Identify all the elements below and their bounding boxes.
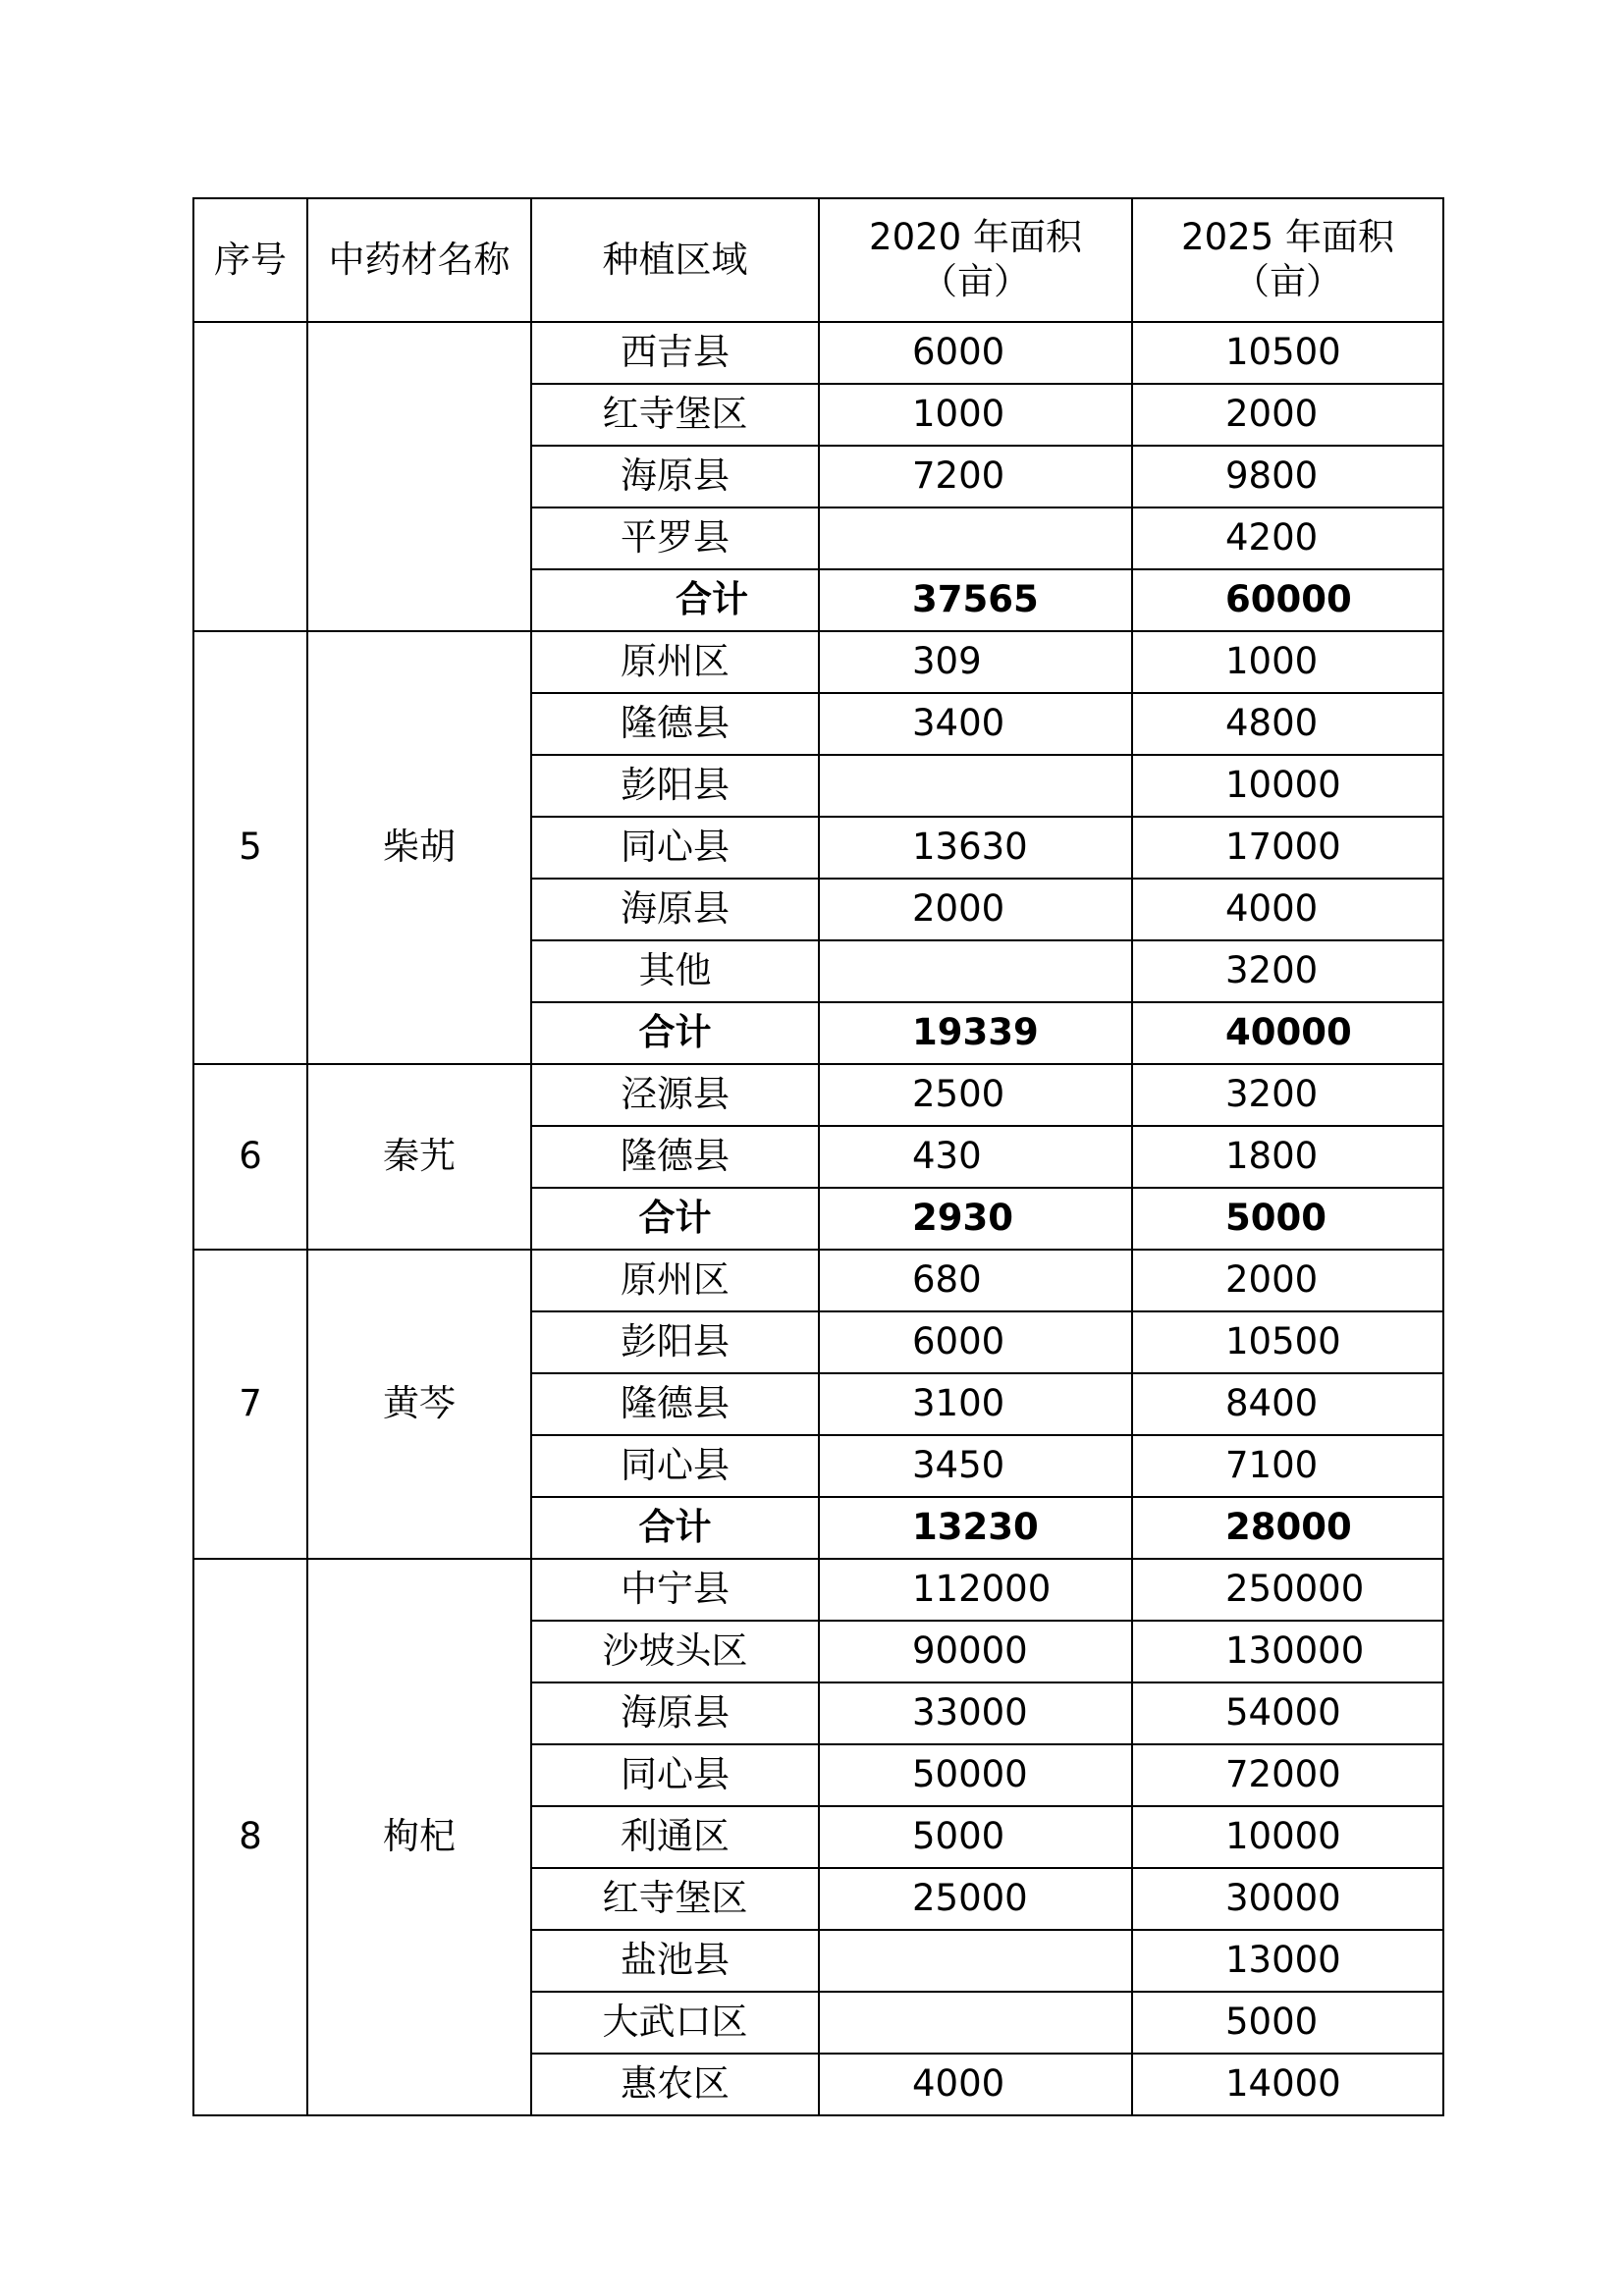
area-2025-cell: 5000 [1132,1992,1443,2054]
total-label-cell: 合计 [531,1497,819,1559]
total-2025-cell: 40000 [1132,1002,1443,1064]
area-2025-cell: 72000 [1132,1744,1443,1806]
area-2025-cell: 3200 [1132,940,1443,1002]
region-cell: 西吉县 [531,322,819,384]
area-2020-cell: 430 [819,1126,1132,1188]
area-2025-cell: 1800 [1132,1126,1443,1188]
region-cell: 其他 [531,940,819,1002]
area-2020-cell: 7200 [819,446,1132,507]
header-area-2025-unit: （亩） [1233,260,1342,302]
region-cell: 中宁县 [531,1559,819,1621]
table-row [193,1064,1443,1126]
area-2025-cell: 30000 [1132,1868,1443,1930]
region-cell: 彭阳县 [531,1311,819,1373]
herb-name-cell: 秦艽 [307,1064,531,1250]
area-2025-cell: 250000 [1132,1559,1443,1621]
header-name: 中药材名称 [307,198,531,322]
header-row [193,198,1443,322]
region-cell: 盐池县 [531,1930,819,1992]
seq-cell: 8 [193,1559,307,2115]
area-2025-cell: 7100 [1132,1435,1443,1497]
area-2025-cell: 3200 [1132,1064,1443,1126]
table-row [193,1559,1443,1621]
area-2025-cell: 2000 [1132,384,1443,446]
total-label-cell: 合计 [531,1188,819,1250]
area-2025-cell: 8400 [1132,1373,1443,1435]
area-2020-cell: 2000 [819,879,1132,940]
area-2020-cell: 6000 [819,322,1132,384]
area-2020-cell: 6000 [819,1311,1132,1373]
total-2020-cell: 37565 [819,569,1132,631]
area-2020-cell: 2500 [819,1064,1132,1126]
header-area-2020-label: 2020 年面积 [869,216,1082,259]
area-2020-cell: 3450 [819,1435,1132,1497]
table-row [193,1250,1443,1311]
region-cell: 海原县 [531,446,819,507]
area-2020-cell: 3400 [819,693,1132,755]
total-2025-cell: 60000 [1132,569,1443,631]
area-2020-cell: 25000 [819,1868,1132,1930]
region-cell: 海原县 [531,1682,819,1744]
region-cell: 同心县 [531,1744,819,1806]
region-cell: 泾源县 [531,1064,819,1126]
region-cell: 惠农区 [531,2054,819,2115]
total-2025-cell: 5000 [1132,1188,1443,1250]
table-body [193,322,1443,2115]
region-cell: 原州区 [531,1250,819,1311]
header-area-2020 [819,198,1132,322]
region-cell: 大武口区 [531,1992,819,2054]
total-label-cell: 合计 [531,569,819,631]
area-2025-cell: 2000 [1132,1250,1443,1311]
region-cell: 隆德县 [531,693,819,755]
total-2020-cell: 19339 [819,1002,1132,1064]
area-2025-cell: 10000 [1132,755,1443,817]
region-cell: 利通区 [531,1806,819,1868]
header-area-2025 [1132,198,1443,322]
table-row [193,322,1443,384]
area-2025-cell: 17000 [1132,817,1443,879]
herb-name-cell [307,322,531,631]
area-2020-cell: 3100 [819,1373,1132,1435]
area-2025-cell: 54000 [1132,1682,1443,1744]
region-cell: 彭阳县 [531,755,819,817]
region-cell: 海原县 [531,879,819,940]
area-2025-cell: 10500 [1132,1311,1443,1373]
area-2025-cell: 4000 [1132,879,1443,940]
planting-area-table [192,197,1444,2116]
herb-name-cell: 枸杞 [307,1559,531,2115]
area-2025-cell: 1000 [1132,631,1443,693]
area-2020-cell [819,755,1132,817]
header-region: 种植区域 [531,198,819,322]
area-2025-cell: 10500 [1132,322,1443,384]
area-2020-cell [819,507,1132,569]
region-cell: 沙坡头区 [531,1621,819,1682]
region-cell: 平罗县 [531,507,819,569]
herb-name-cell: 柴胡 [307,631,531,1064]
seq-cell: 7 [193,1250,307,1559]
area-2020-cell: 680 [819,1250,1132,1311]
area-2020-cell [819,1930,1132,1992]
area-2020-cell [819,940,1132,1002]
region-cell: 原州区 [531,631,819,693]
region-cell: 隆德县 [531,1126,819,1188]
seq-cell: 6 [193,1064,307,1250]
region-cell: 隆德县 [531,1373,819,1435]
total-2025-cell: 28000 [1132,1497,1443,1559]
table-row [193,631,1443,693]
area-2020-cell: 1000 [819,384,1132,446]
region-cell: 红寺堡区 [531,384,819,446]
area-2025-cell: 130000 [1132,1621,1443,1682]
area-2020-cell: 50000 [819,1744,1132,1806]
area-2020-cell: 90000 [819,1621,1132,1682]
area-2020-cell: 13630 [819,817,1132,879]
seq-cell: 5 [193,631,307,1064]
region-cell: 红寺堡区 [531,1868,819,1930]
region-cell: 同心县 [531,817,819,879]
header-area-2025-label: 2025 年面积 [1181,216,1394,259]
total-label-cell: 合计 [531,1002,819,1064]
header-area-2020-unit: （亩） [921,260,1030,302]
area-2025-cell: 9800 [1132,446,1443,507]
area-2020-cell [819,1992,1132,2054]
area-2020-cell: 112000 [819,1559,1132,1621]
area-2020-cell: 33000 [819,1682,1132,1744]
area-2025-cell: 4800 [1132,693,1443,755]
total-2020-cell: 2930 [819,1188,1132,1250]
area-2020-cell: 4000 [819,2054,1132,2115]
area-2025-cell: 14000 [1132,2054,1443,2115]
region-cell: 同心县 [531,1435,819,1497]
area-2020-cell: 309 [819,631,1132,693]
area-2025-cell: 4200 [1132,507,1443,569]
area-2025-cell: 13000 [1132,1930,1443,1992]
herb-name-cell: 黄芩 [307,1250,531,1559]
header-seq: 序号 [193,198,307,322]
area-2020-cell: 5000 [819,1806,1132,1868]
seq-cell [193,322,307,631]
area-2025-cell: 10000 [1132,1806,1443,1868]
total-2020-cell: 13230 [819,1497,1132,1559]
